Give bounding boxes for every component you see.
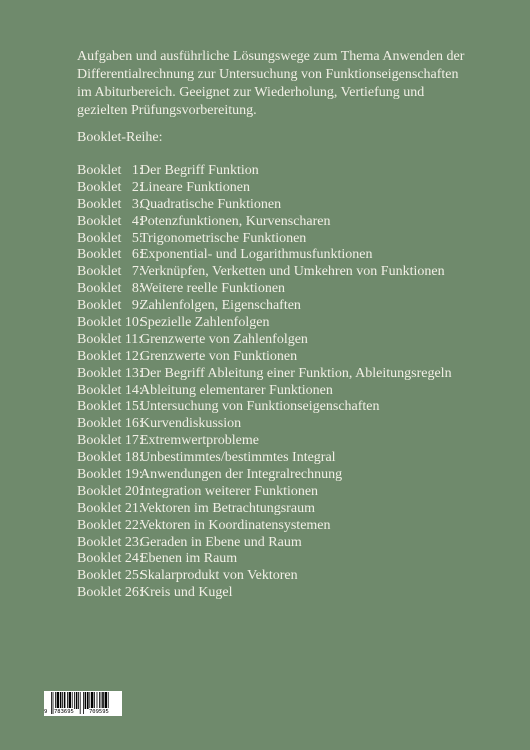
- barcode-bar: [101, 692, 102, 709]
- booklet-number: Booklet 4:: [77, 213, 143, 229]
- booklet-number: Booklet 20:: [77, 483, 143, 499]
- list-item: [77, 484, 452, 501]
- barcode-bar: [91, 692, 93, 709]
- booklet-number: Booklet 16:: [77, 416, 143, 432]
- booklet-number: Booklet 6:: [77, 247, 143, 263]
- barcode-bar: [69, 692, 71, 709]
- list-item: [77, 568, 452, 585]
- booklet-number: Booklet 21:: [77, 500, 143, 516]
- barcode-right-group: 709595: [89, 709, 109, 715]
- barcode-bar: [97, 692, 98, 709]
- list-item: [77, 501, 452, 518]
- list-item: [77, 433, 452, 450]
- list-item: [77, 298, 452, 315]
- booklet-title: Ableitung elementarer Funktionen: [140, 382, 333, 398]
- barcode-lead-digit: 9: [44, 709, 48, 715]
- list-item: [77, 180, 452, 197]
- booklet-title: Potenzfunktionen, Kurvenscharen: [140, 213, 331, 229]
- booklet-title: Kurvendiskussion: [140, 416, 242, 432]
- booklet-number: Booklet 9:: [77, 298, 143, 314]
- barcode-bar: [72, 692, 73, 709]
- booklet-title: Skalarprodukt von Vektoren: [140, 568, 298, 584]
- description-line: gezielten Prüfungsvorbereitung.: [77, 103, 257, 118]
- barcode-bar: [64, 692, 66, 709]
- barcode-bar: [102, 692, 104, 709]
- booklet-number: Booklet 12:: [77, 348, 143, 364]
- booklet-title: Der Begriff Funktion: [140, 163, 259, 178]
- booklet-title: Extremwertprobleme: [140, 433, 259, 449]
- list-item: [77, 332, 452, 349]
- booklet-number: Booklet 5:: [77, 230, 143, 246]
- barcode-bar: [62, 692, 63, 709]
- booklet-number: Booklet 11:: [77, 331, 143, 347]
- list-item: [77, 551, 452, 568]
- list-item: [77, 416, 452, 433]
- list-item: [77, 231, 452, 248]
- booklet-title: Integration weiterer Funktionen: [140, 483, 319, 499]
- barcode-bar: [55, 692, 56, 709]
- booklet-number: Booklet 22:: [77, 517, 143, 533]
- barcode-bar: [74, 692, 75, 709]
- booklet-number: Booklet 24:: [77, 551, 143, 567]
- booklet-list: [77, 163, 452, 602]
- booklet-title: Unbestimmtes/bestimmtes Integral: [140, 450, 336, 466]
- barcode-bar: [57, 692, 59, 709]
- booklet-number: Booklet 23:: [77, 534, 143, 550]
- booklet-title: Grenzwerte von Zahlenfolgen: [140, 331, 308, 347]
- booklet-title: Spezielle Zahlenfolgen: [140, 315, 270, 331]
- booklet-title: Weitere reelle Funktionen: [140, 281, 286, 297]
- list-item: [77, 247, 452, 264]
- barcode-bar: [60, 692, 62, 709]
- booklet-number: Booklet 1:: [77, 163, 143, 178]
- booklet-number: Booklet 10:: [77, 315, 143, 331]
- booklet-title: Lineare Funktionen: [140, 179, 251, 195]
- list-item: [77, 383, 452, 400]
- booklet-number: Booklet 14:: [77, 382, 143, 398]
- booklet-title: Verknüpfen, Verketten und Umkehren von Funktionen: [140, 264, 445, 280]
- list-item: [77, 585, 452, 602]
- list-item: [77, 467, 452, 484]
- booklet-title: Quadratische Funktionen: [140, 196, 282, 212]
- list-item: [77, 535, 452, 552]
- booklet-number: Booklet 25:: [77, 568, 143, 584]
- booklet-title: Zahlenfolgen, Eigenschaften: [140, 298, 301, 314]
- booklet-title: Exponential- und Logarithmusfunktionen: [140, 247, 373, 263]
- barcode-left-group: 783695: [54, 709, 74, 715]
- booklet-number: Booklet 2:: [77, 179, 143, 195]
- list-item: [77, 349, 452, 366]
- list-item: [77, 366, 452, 383]
- barcode-bar: [78, 692, 79, 709]
- booklet-title: Untersuchung von Funktionseigenschaften: [140, 399, 380, 415]
- booklet-title: Ebenen im Raum: [140, 551, 238, 567]
- description-line: Aufgaben und ausführliche Lösungswege zum Thema Anwenden der: [77, 49, 465, 64]
- booklet-title: Der Begriff Ableitung einer Funktion, Ableitungsregeln: [140, 365, 452, 381]
- barcode-bar: [105, 692, 107, 709]
- booklet-number: Booklet 18:: [77, 450, 143, 466]
- barcode-bar: [87, 692, 89, 709]
- barcode-bar: [67, 692, 68, 709]
- booklet-title: Trigonometrische Funktionen: [140, 230, 307, 246]
- description-line: im Abiturbereich. Geeignet zur Wiederholung, Vertiefung und: [77, 85, 425, 100]
- booklet-number: Booklet 7:: [77, 264, 143, 280]
- barcode-digits: [44, 708, 122, 716]
- booklet-number: Booklet 8:: [77, 281, 143, 297]
- list-item: [77, 450, 452, 467]
- barcode-bar: [85, 692, 87, 709]
- barcode-bar: [99, 692, 100, 709]
- booklet-title: Vektoren im Betrachtungsraum: [140, 500, 315, 516]
- booklet-title: Anwendungen der Integralrechnung: [140, 467, 343, 483]
- barcode-bar: [94, 692, 95, 709]
- list-item: [77, 315, 452, 332]
- list-item: [77, 197, 452, 214]
- barcode-bar: [76, 692, 78, 709]
- booklet-title: Kreis und Kugel: [140, 585, 233, 601]
- booklet-number: Booklet 3:: [77, 196, 143, 212]
- barcode-bar: [89, 692, 90, 709]
- list-item: [77, 399, 452, 416]
- booklet-title: Vektoren in Koordinatensystemen: [140, 517, 331, 533]
- list-item: [77, 163, 452, 180]
- list-item: [77, 281, 452, 298]
- booklet-number: Booklet 15:: [77, 399, 143, 415]
- booklet-number: Booklet 26:: [77, 585, 143, 601]
- list-item: [77, 214, 452, 231]
- barcode: [44, 691, 122, 716]
- list-item: [77, 264, 452, 281]
- description-line: Differentialrechnung zur Untersuchung von Funktionseigenschaften: [77, 67, 459, 82]
- booklet-title: Grenzwerte von Funktionen: [140, 348, 298, 364]
- booklet-number: Booklet 13:: [77, 365, 143, 381]
- series-heading: Booklet-Reihe:: [77, 130, 163, 145]
- booklet-number: Booklet 19:: [77, 467, 143, 483]
- booklet-number: Booklet 17:: [77, 433, 143, 449]
- list-item: [77, 518, 452, 535]
- description: [77, 48, 497, 120]
- booklet-title: Geraden in Ebene und Raum: [140, 534, 302, 550]
